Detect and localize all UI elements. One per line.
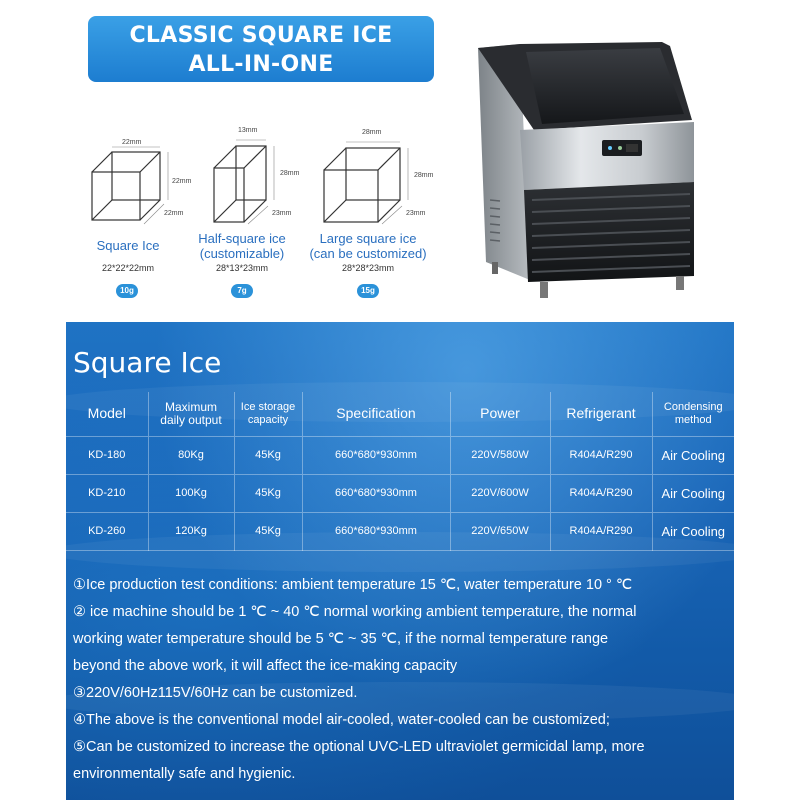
- half-square-ice-size: 28*13*23mm: [215, 263, 269, 273]
- spec-panel: [66, 322, 734, 800]
- cell-refrigerant: R404A/R290: [550, 474, 652, 512]
- note-line: environmentally safe and hygienic.: [73, 766, 296, 782]
- headline-line-1: CLASSIC SQUARE ICE: [129, 23, 393, 48]
- dimension-label: 13mm: [238, 127, 258, 134]
- cell-model: KD-210: [66, 474, 148, 512]
- cell-condensing: Air Cooling: [652, 436, 734, 474]
- dimension-label: 28mm: [362, 129, 382, 136]
- headline-banner: [88, 16, 434, 82]
- cell-output: 80Kg: [148, 436, 234, 474]
- cell-storage: 45Kg: [234, 474, 302, 512]
- large-square-ice-weight-badge: 15g: [357, 284, 379, 298]
- dimension-label: 28mm: [280, 170, 300, 177]
- cell-refrigerant: R404A/R290: [550, 436, 652, 474]
- table-row: [66, 512, 734, 550]
- cell-refrigerant: R404A/R290: [550, 512, 652, 550]
- ice-machine-image: [470, 40, 706, 302]
- cell-power: 220V/600W: [450, 474, 550, 512]
- cell-power: 220V/580W: [450, 436, 550, 474]
- cell-spec: 660*680*930mm: [302, 512, 450, 550]
- square-ice-weight-badge: 10g: [116, 284, 138, 298]
- cell-storage: 45Kg: [234, 512, 302, 550]
- cell-output: 120Kg: [148, 512, 234, 550]
- spec-table: [66, 392, 734, 551]
- header-condensing: Condensing method: [663, 400, 723, 426]
- dimension-label: 22mm: [122, 139, 142, 146]
- cell-spec: 660*680*930mm: [302, 436, 450, 474]
- dimension-label: 23mm: [406, 210, 426, 217]
- half-square-ice-label: Half-square ice (customizable): [198, 231, 286, 261]
- table-row: [66, 436, 734, 474]
- header-max-output: Maximum daily output: [148, 392, 234, 436]
- cell-power: 220V/650W: [450, 512, 550, 550]
- dimension-label: 23mm: [272, 210, 292, 217]
- header-model: Model: [66, 392, 148, 436]
- note-line: ④The above is the conventional model air-cooled, water-cooled can be customized;: [73, 712, 610, 728]
- header-storage: Ice storage capacity: [234, 392, 302, 436]
- square-ice-label: Square Ice: [96, 238, 160, 253]
- note-line: ③220V/60Hz115V/60Hz can be customized.: [73, 685, 358, 701]
- cell-storage: 45Kg: [234, 436, 302, 474]
- note-line: working water temperature should be 5 ℃ ~ 35 ℃, if the normal temperature range: [73, 631, 609, 647]
- header-power: Power: [450, 392, 550, 436]
- header-spec: Specification: [302, 392, 450, 436]
- cell-output: 100Kg: [148, 474, 234, 512]
- square-ice-size: 22*22*22mm: [101, 263, 155, 273]
- table-row: [66, 474, 734, 512]
- square-ice-diagram: [88, 138, 198, 228]
- header-refrigerant: Refrigerant: [550, 392, 652, 436]
- note-line: ② ice machine should be 1 ℃ ~ 40 ℃ normal working ambient temperature, the normal: [73, 604, 637, 620]
- dimension-label: 22mm: [164, 210, 184, 217]
- large-square-ice-diagram: [320, 124, 440, 228]
- cell-condensing: Air Cooling: [652, 512, 734, 550]
- notes-list: [73, 572, 734, 788]
- dimension-label: 28mm: [414, 172, 434, 179]
- note-line: ①Ice production test conditions: ambient temperature 15 ℃, water temperature 10 ° ℃: [73, 577, 633, 593]
- headline-line-2: ALL-IN-ONE: [188, 52, 334, 77]
- dimension-label: 22mm: [172, 178, 192, 185]
- cell-condensing: Air Cooling: [652, 474, 734, 512]
- cell-spec: 660*680*930mm: [302, 474, 450, 512]
- note-line: beyond the above work, it will affect the ice-making capacity: [73, 658, 458, 674]
- large-square-ice-size: 28*28*23mm: [341, 263, 395, 273]
- note-line: ⑤Can be customized to increase the optional UVC-LED ultraviolet germicidal lamp, more: [73, 739, 645, 755]
- cell-model: KD-260: [66, 512, 148, 550]
- section-title: Square Ice: [73, 346, 222, 379]
- half-square-ice-weight-badge: 7g: [231, 284, 253, 298]
- large-square-ice-label: Large square ice (can be customized): [309, 231, 427, 261]
- half-square-ice-diagram: [210, 124, 310, 228]
- cell-model: KD-180: [66, 436, 148, 474]
- table-header-row: [66, 392, 734, 436]
